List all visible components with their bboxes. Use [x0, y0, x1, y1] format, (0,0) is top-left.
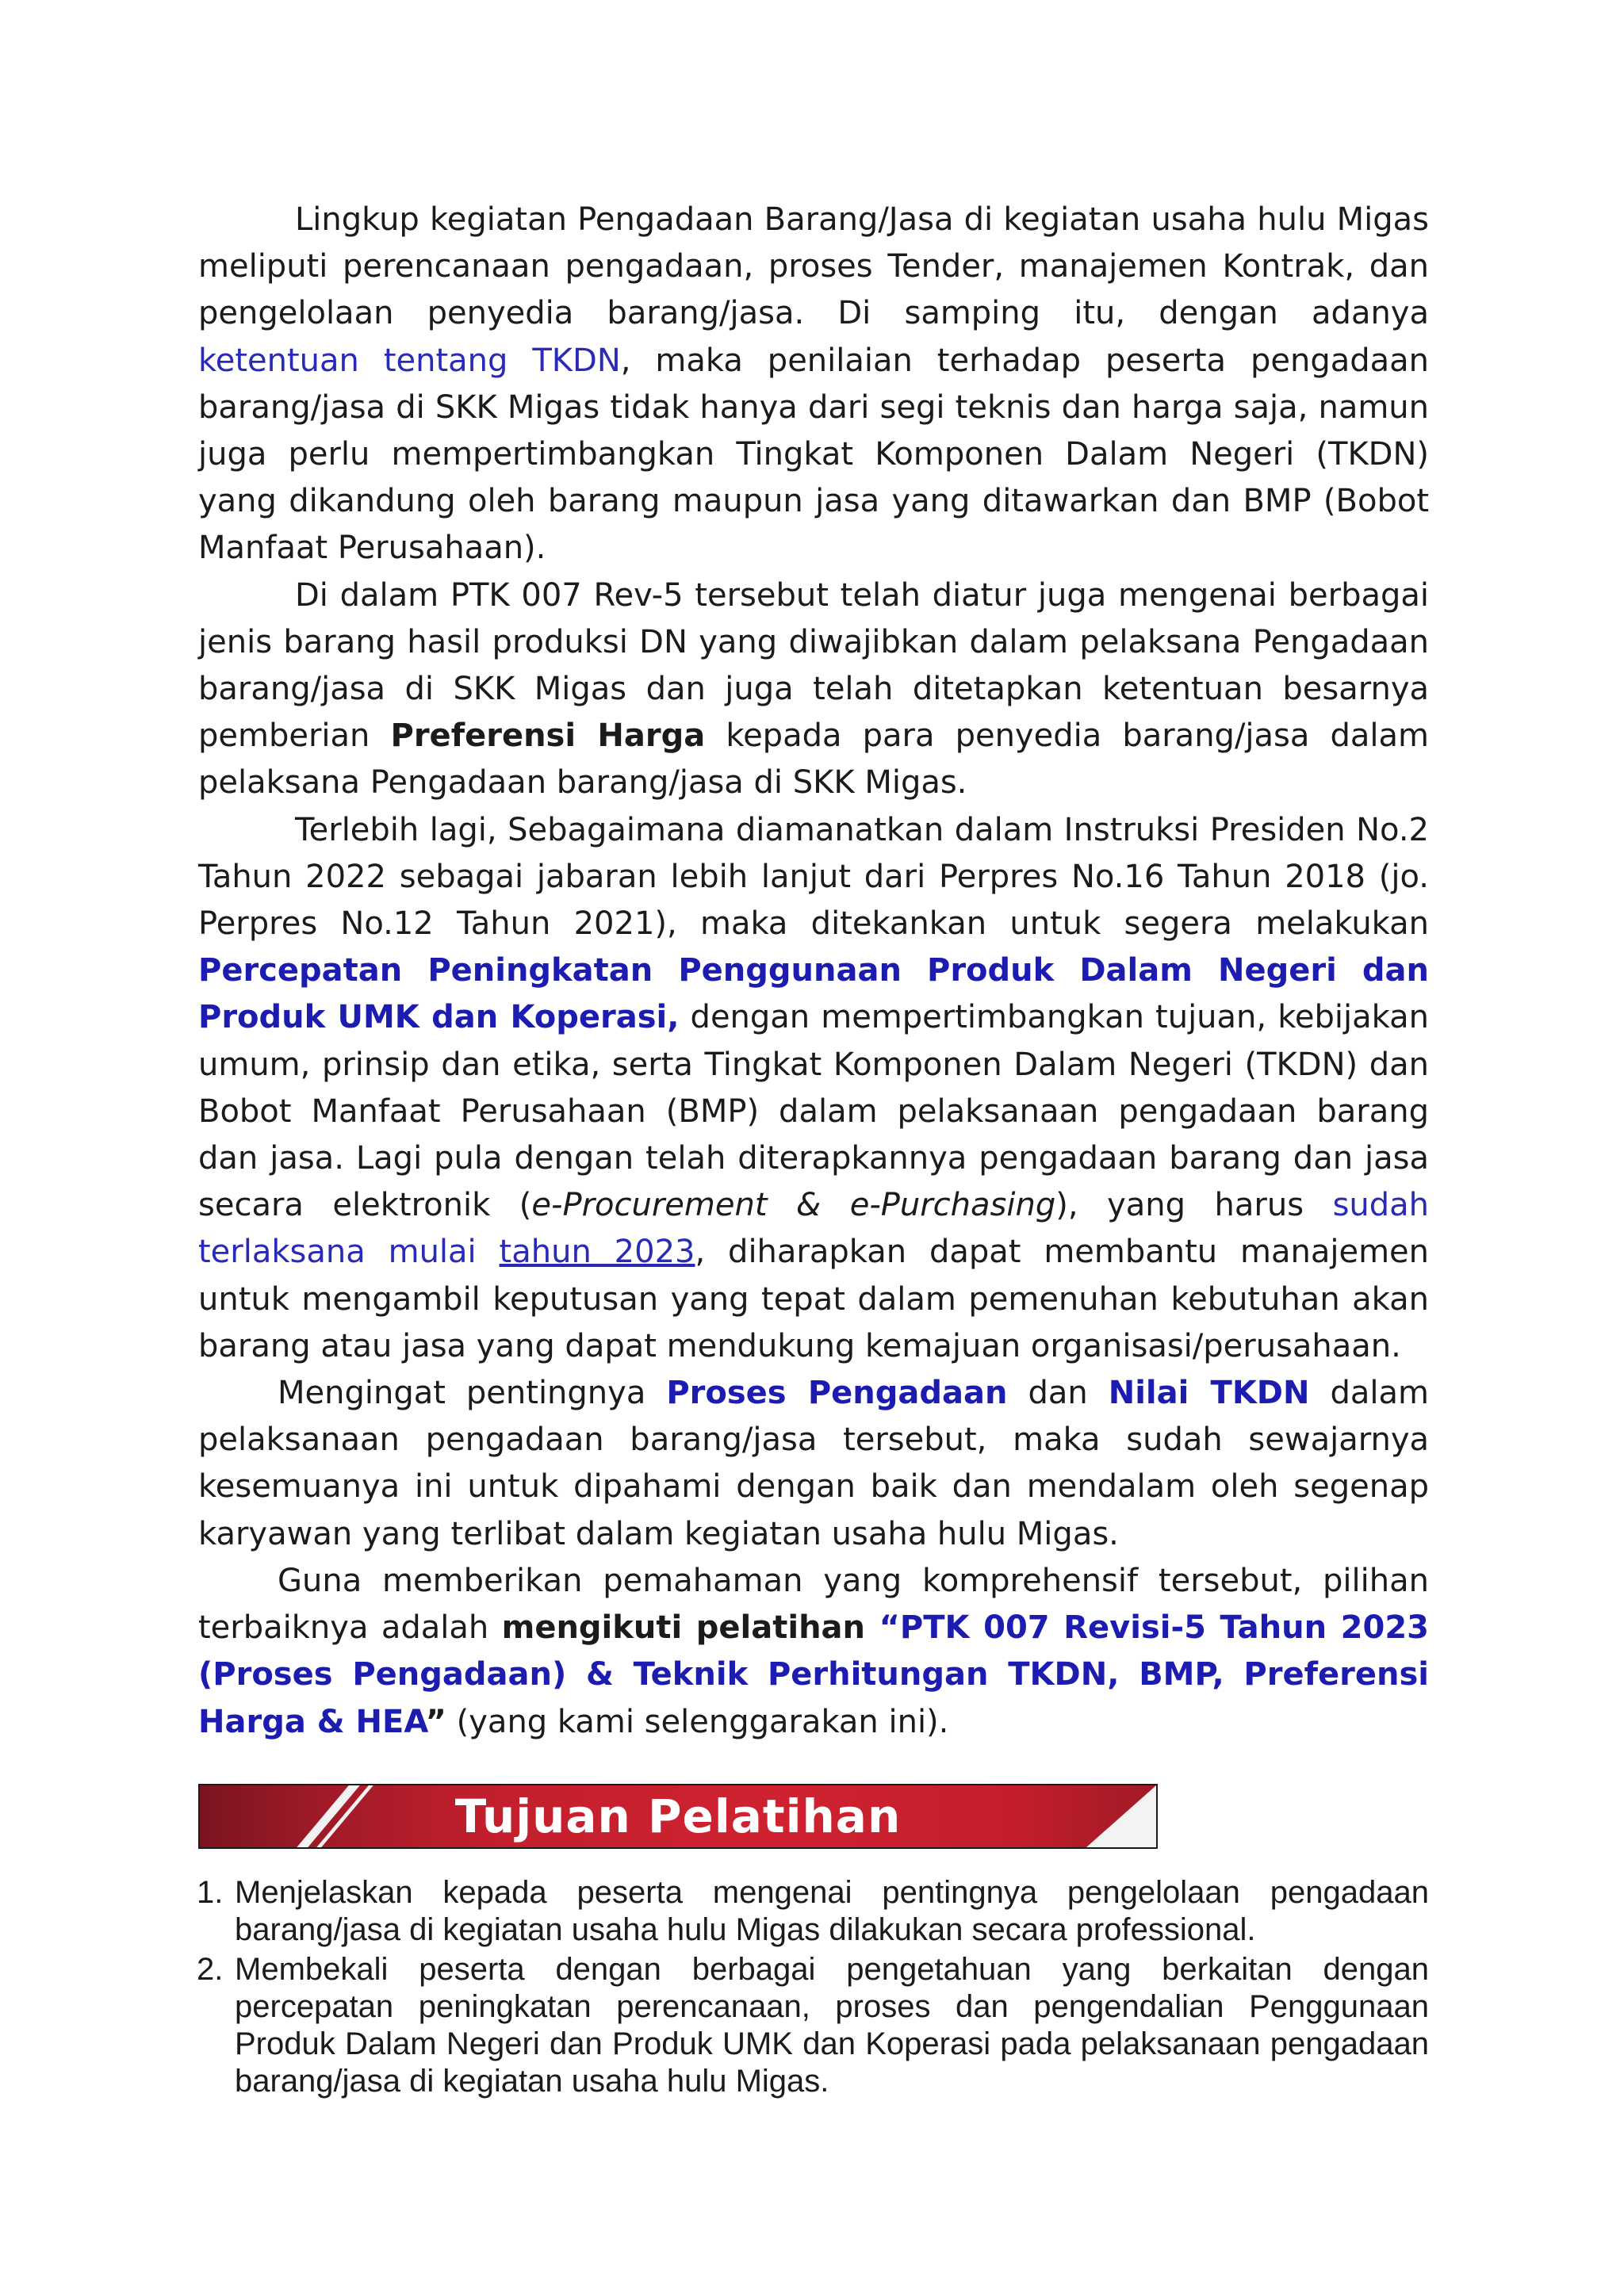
- section-banner: [198, 1784, 1158, 1849]
- link-2023-part1[interactable]: sudah terlaksana mulai: [198, 1187, 1430, 1271]
- text: Mengingat pentingnya: [278, 1375, 667, 1412]
- text: kepada para penyedia barang/jasa dalam pelaksana Pengadaan barang/jasa di SKK Migas.: [198, 718, 1429, 802]
- italic-text: e-Procurement & e-Purchasing: [531, 1187, 1056, 1224]
- list-item: [197, 1951, 1429, 2100]
- paragraph-mengingat: [198, 1370, 1429, 1558]
- text: Guna memberikan pemahaman yang komprehensif tersebut, pilihan terbaiknya adalah: [198, 1562, 1429, 1647]
- document-body: [198, 197, 1429, 1746]
- list-number: 2.: [197, 1952, 224, 1987]
- quote-mark: ”: [425, 1703, 446, 1740]
- paragraph-guna: [198, 1558, 1429, 1746]
- paragraph-instruksi: [198, 807, 1429, 1370]
- text: Lingkup kegiatan Pengadaan Barang/Jasa di kegiatan usaha hulu Migas meliputi perencanaan pengadaan, proses Tender, manajemen Kontrak, dan pengelolaan penyedia barang/jasa. Di samping itu, dengan adanya: [198, 201, 1429, 332]
- paragraph-ptk007: [198, 572, 1429, 807]
- bold-text: Preferensi Harga: [390, 718, 706, 755]
- text: dengan mempertimbangkan tujuan, kebijakan umum, prinsip dan etika, serta Tingkat Komponen Dalam Negeri (TKDN) dan Bobot Manfaat Perusahaan (BMP) dalam pelaksanaan pengadaan barang dan jasa. Lagi pula dengan telah diterapkannya pengadaan barang dan jasa secara elektronik (: [198, 999, 1429, 1224]
- link-2023-part2[interactable]: tahun 2023: [499, 1234, 695, 1271]
- training-title: “PTK 007 Revisi-5 Tahun 2023 (Proses Pengadaan) & Teknik Perhitungan TKDN, BMP, Preferensi Harga & HEA: [198, 1609, 1429, 1740]
- text: Di dalam PTK 007 Rev-5 tersebut telah diatur juga mengenai berbagai jenis barang hasil produksi DN yang diwajibkan dalam pelaksana Pengadaan barang/jasa di SKK Migas dan juga telah ditetapkan ketentuan besarnya pemberian: [198, 576, 1429, 755]
- text: (yang kami selenggarakan ini).: [446, 1703, 949, 1740]
- highlight-text: Proses Pengadaan: [666, 1375, 1008, 1412]
- text: , maka penilaian terhadap peserta pengadaan barang/jasa di SKK Migas tidak hanya dari segi teknis dan harga saja, namun juga perlu mempertimbangkan Tingkat Komponen Dalam Negeri (TKDN) yang dikandung oleh barang maupun jasa yang ditawarkan dan BMP (Bobot Manfaat Perusahaan).: [198, 342, 1429, 567]
- highlight-text: Nilai TKDN: [1108, 1375, 1310, 1412]
- list-item-text: Membekali peserta dengan berbagai pengetahuan yang berkaitan dengan percepatan peningkatan perencanaan, proses dan pengendalian Penggunaan Produk Dalam Negeri dan Produk UMK dan Koperasi pada pelaksanaan pengadaan barang/jasa di kegiatan usaha hulu Migas.: [235, 1952, 1429, 2099]
- text: dan: [1007, 1375, 1109, 1412]
- text: Terlebih lagi, Sebagaimana diamanatkan dalam Instruksi Presiden No.2 Tahun 2022 sebagai jabaran lebih lanjut dari Perpres No.16 Tahun 2018 (jo. Perpres No.12 Tahun 2021), maka ditekankan untuk segera melakukan: [198, 811, 1429, 943]
- highlight-text: Percepatan Peningkatan Penggunaan Produk Dalam Negeri dan Produk UMK dan Koperasi,: [198, 952, 1429, 1036]
- paragraph-scope: [198, 197, 1429, 572]
- text: dalam pelaksanaan pengadaan barang/jasa tersebut, maka sudah sewajarnya kesemuanya ini untuk dipahami dengan baik dan mendalam oleh segenap karyawan yang terlibat dalam kegiatan usaha hulu Migas.: [198, 1375, 1429, 1552]
- bold-text: mengikuti pelatihan: [501, 1609, 866, 1647]
- section-title: Tujuan Pelatihan: [454, 1789, 902, 1843]
- list-item-text: Menjelaskan kepada peserta mengenai pentingnya pengelolaan pengadaan barang/jasa di kegiatan usaha hulu Migas dilakukan secara professional.: [235, 1875, 1429, 1947]
- text: ), yang harus: [1055, 1187, 1333, 1224]
- objectives-list: [197, 1874, 1429, 2103]
- list-number: 1.: [197, 1875, 224, 1910]
- tkdn-link[interactable]: ketentuan tentang TKDN: [198, 342, 621, 379]
- text: , diharapkan dapat membantu manajemen untuk mengambil keputusan yang tepat dalam pemenuhan kebutuhan akan barang atau jasa yang dapat mendukung kemajuan organisasi/perusahaan.: [198, 1234, 1430, 1364]
- list-item: [197, 1874, 1429, 1949]
